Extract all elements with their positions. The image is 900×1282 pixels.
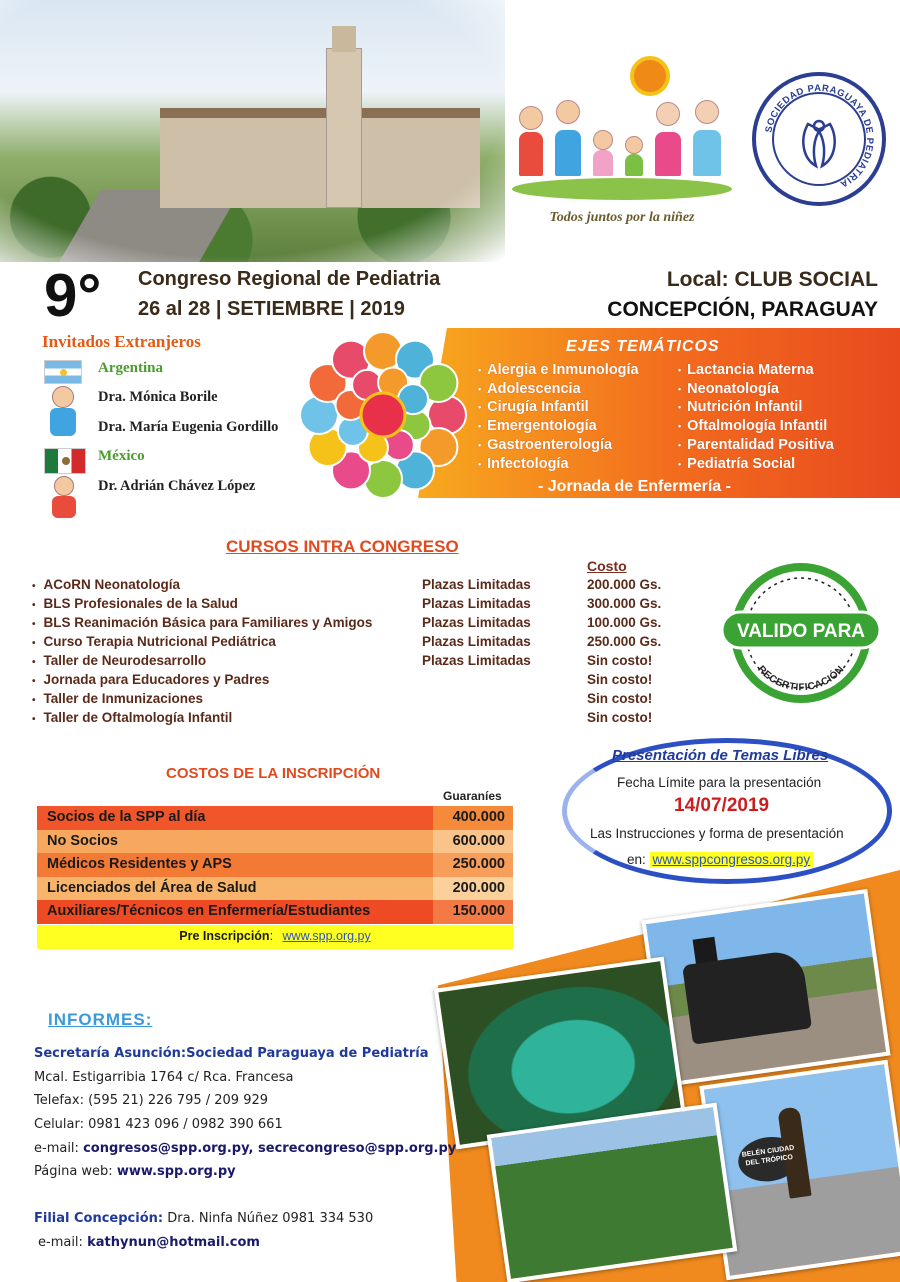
child-icon [54,476,74,496]
themes-title: EJES TEMÁTICOS [566,338,720,355]
city-photo [0,0,505,262]
course-cost: 100.000 Gs. [587,615,662,630]
registration-row [37,806,513,830]
seal-subtext: RECERTIFICACIÓN [755,663,847,694]
cost-column-header: Costo [587,558,627,574]
guest-doctor: Dra. Mónica Borile [98,389,218,405]
statue-sign-text: BELÉN CIUDAD DEL TRÓPICO [741,1144,795,1168]
web-label: Página web: [34,1164,113,1179]
branch-email-label: e-mail: [38,1235,83,1250]
mexico-flag-icon [44,448,86,474]
nursing-session: - Jornada de Enfermería - [538,478,731,495]
congress-dates: 26 al 28 | SETIEMBRE | 2019 [138,298,405,320]
congress-title: Congreso Regional de Pediatria [138,268,441,290]
course-name: • Taller de Oftalmología Infantil [32,710,232,725]
contact-mobile: Celular: 0981 423 096 / 0982 390 661 [34,1117,283,1132]
theme-item: • Nutrición Infantil [678,398,834,417]
spp-logo-text: SOCIEDAD PARAGUAYA DE PEDIATRIA [763,82,876,190]
course-row [32,672,692,691]
contact-title: INFORMES: [48,1010,153,1029]
venue-city: CONCEPCIÓN, PARAGUAY [607,298,878,321]
registration-table [37,806,513,924]
argentina-flag-icon [44,360,82,384]
pre-registration-label: Pre Inscripción [179,929,270,943]
registration-price: 150.000 [452,903,505,920]
theme-item: • Alergia e Inmunología [478,361,639,380]
course-cost: 200.000 Gs. [587,577,662,592]
registration-category: No Socios [47,832,118,849]
course-name: • BLS Reanimación Básica para Familiares y Amigos [32,615,372,630]
contact-phone: Telefax: (595 21) 226 795 / 209 929 [34,1093,269,1108]
contact-email-line [34,1141,456,1156]
papers-url-prefix: en: [627,852,646,867]
course-row [32,653,692,672]
spp-logo [752,72,886,206]
edition-number: 9° [44,262,102,329]
registration-category: Licenciados del Área de Salud [47,879,257,896]
contact-office: Secretaría Asunción:Sociedad Paraguaya de Pediatría [34,1046,429,1061]
registration-row [37,830,513,854]
theme-item: • Gastroenterología [478,436,639,455]
course-seats: Plazas Limitadas [422,653,531,668]
theme-item: • Adolescencia [478,380,639,399]
papers-url-line [627,852,813,867]
course-name: • Curso Terapia Nutricional Pediátrica [32,634,276,649]
free-papers-title: Presentación de Temas Libres [612,747,829,764]
course-name: • Jornada para Educadores y Padres [32,672,269,687]
theme-item: • Oftalmología Infantil [678,417,834,436]
branch-email-line [38,1235,260,1250]
email-label: e-mail: [34,1141,79,1156]
course-seats: Plazas Limitadas [422,615,531,630]
themes-column-1 [478,361,639,473]
theme-item: • Parentalidad Positiva [678,436,834,455]
registration-price: 200.000 [452,879,505,896]
course-seats: Plazas Limitadas [422,577,531,592]
registration-category: Socios de la SPP al día [47,809,206,825]
branch-contact: Dra. Ninfa Núñez 0981 334 530 [167,1211,374,1226]
registration-price: 600.000 [452,832,505,849]
course-row [32,634,692,653]
guest-doctor: Dr. Adrián Chávez López [98,478,256,494]
course-name: • Taller de Inmunizaciones [32,691,203,706]
contact-emails[interactable]: congresos@spp.org.py, secrecongreso@spp.org.py [83,1141,457,1156]
course-cost: Sin costo! [587,710,653,725]
spp-logo-emblem [756,76,882,202]
seal-text: VALIDO PARA [736,621,866,642]
theme-item: • Cirugía Infantil [478,398,639,417]
venue: Local: CLUB SOCIAL [666,268,878,291]
sun-icon [630,56,670,96]
course-name: • Taller de Neurodesarrollo [32,653,206,668]
course-name: • BLS Profesionales de la Salud [32,596,238,611]
contact-address: Mcal. Estigarribia 1764 c/ Rca. Francesa [34,1070,294,1085]
registration-row [37,853,513,877]
course-row [32,710,692,729]
course-row [32,596,692,615]
theme-item: • Emergentología [478,417,639,436]
registration-row [37,877,513,901]
course-cost: 300.000 Gs. [587,596,662,611]
branch-line [34,1211,373,1226]
pre-registration-link[interactable]: www.spp.org.py [282,929,371,943]
contact-web-line [34,1164,236,1179]
theme-item: • Neonatología [678,380,834,399]
slogan: Todos juntos por la niñez [549,210,695,225]
courses-title: CURSOS INTRA CONGRESO [226,537,459,556]
course-seats: Plazas Limitadas [422,596,531,611]
guest-doctor: Dra. María Eugenia Gordillo [98,419,279,435]
family-illustration [512,50,732,210]
course-name: • ACoRN Neonatología [32,577,180,592]
theme-item: • Infectología [478,455,639,474]
deadline-date: 14/07/2019 [674,795,770,816]
branch-label: Filial Concepción: [34,1211,164,1226]
branch-email[interactable]: kathynun@hotmail.com [87,1235,260,1250]
svg-text:SOCIEDAD PARAGUAYA DE PEDIATRI [763,83,875,190]
guests-title: Invitados Extranjeros [42,332,201,351]
course-cost: Sin costo! [587,653,653,668]
course-row [32,615,692,634]
recertification-seal [722,560,880,706]
registration-category: Médicos Residentes y APS [47,856,232,873]
instructions-text: Las Instrucciones y forma de presentación [590,826,844,841]
theme-item: • Lactancia Materna [678,361,834,380]
papers-link[interactable]: www.sppcongresos.org.py [650,852,814,867]
valley-photo [487,1103,738,1282]
train-photo [641,889,890,1087]
mandala-illustration [290,322,476,508]
country-mexico: México [98,448,145,464]
course-row [32,577,692,596]
theme-item: • Pediatría Social [678,455,834,474]
course-cost: Sin costo! [587,672,653,687]
child-icon [52,386,74,408]
country-argentina: Argentina [98,360,163,376]
registration-category: Auxiliares/Técnicos en Enfermería/Estudiantes [47,903,371,920]
themes-column-2 [678,361,834,473]
deadline-label: Fecha Límite para la presentación [617,775,822,790]
registration-price: 400.000 [452,809,505,825]
pre-registration-bar: Pre Inscripción: www.spp.org.py [37,925,513,949]
currency-label: Guaraníes [443,789,502,803]
course-cost: 250.000 Gs. [587,634,662,649]
contact-web[interactable]: www.spp.org.py [116,1164,236,1179]
registration-title: COSTOS DE LA INSCRIPCIÓN [166,765,381,782]
course-row [32,691,692,710]
registration-price: 250.000 [452,856,505,873]
course-cost: Sin costo! [587,691,653,706]
registration-row [37,900,513,924]
course-seats: Plazas Limitadas [422,634,531,649]
